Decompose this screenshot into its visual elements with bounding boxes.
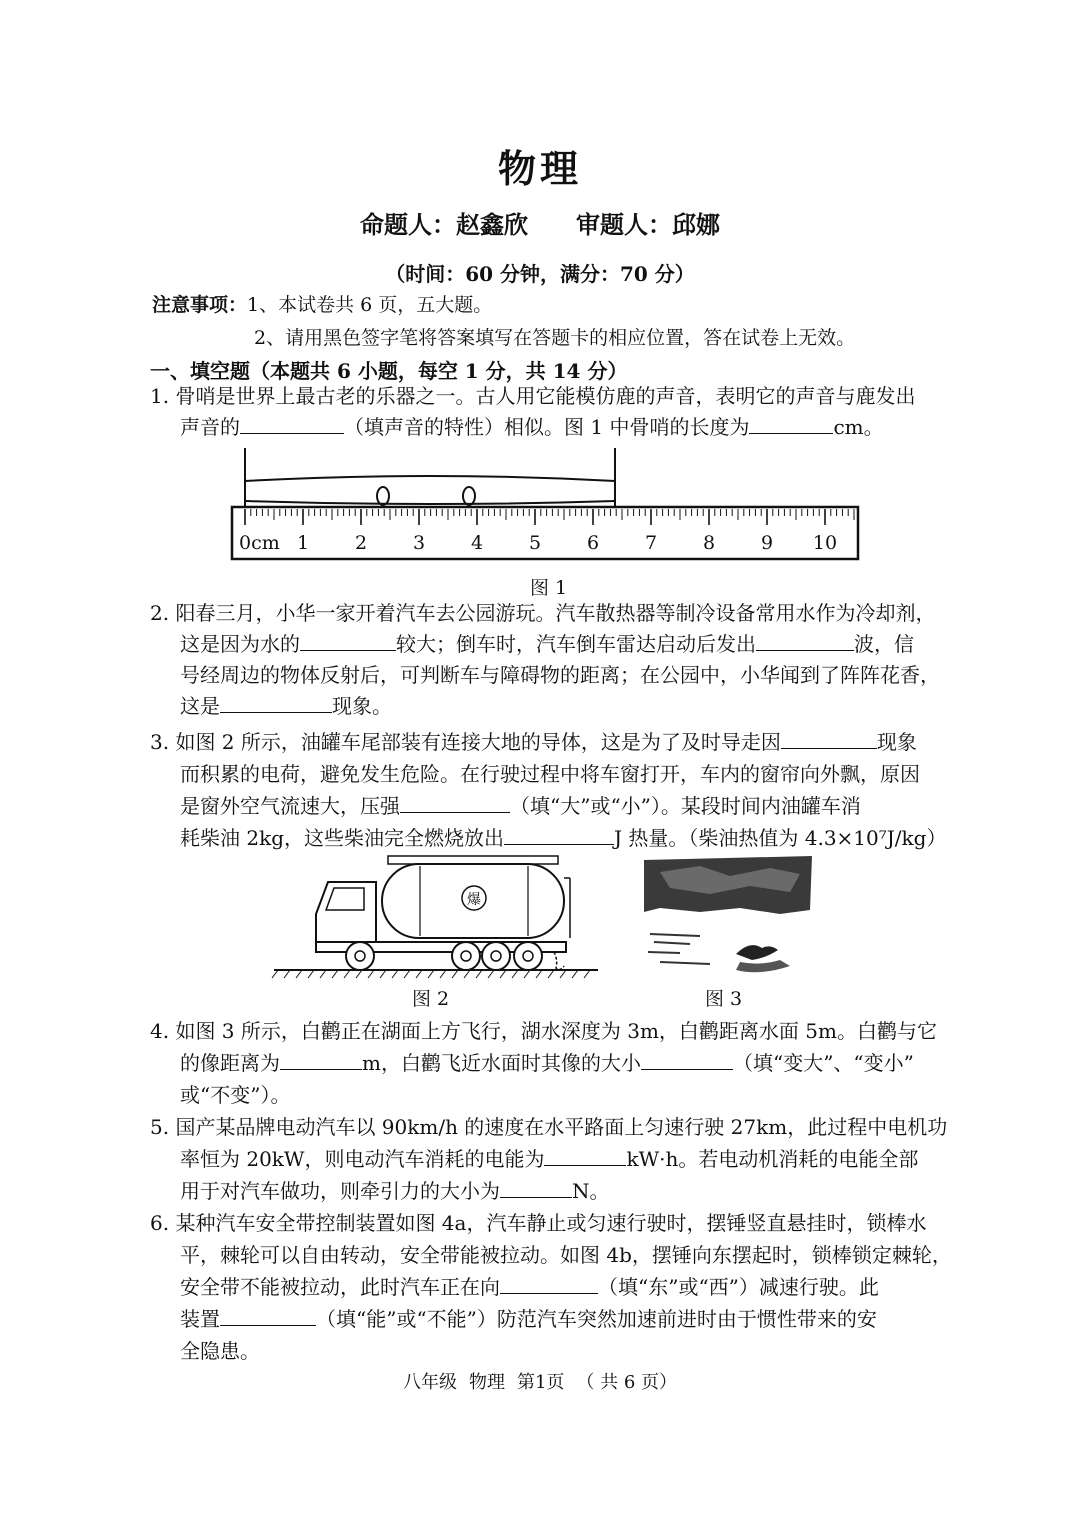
question-5-line-1: 5. 国产某品牌电动汽车以 90km/h 的速度在水平路面上匀速行驶 27km，此过程中电机功 (150, 1115, 948, 1139)
question-2-line-4: 这是 现象。 (180, 694, 392, 718)
authors-line (0, 205, 1080, 240)
answer-blank (500, 1273, 598, 1294)
ruler-label: 8 (702, 532, 716, 554)
answer-blank (240, 413, 344, 434)
ruler-label: 7 (644, 532, 658, 554)
footer-total: （ 共 6 页） (576, 1372, 678, 1393)
question-5-line-2: 率恒为 20kW，则电动汽车消耗的电能为 kW·h。若电动机消耗的电能全部 (180, 1147, 919, 1171)
reviewer-label: 审题人：邱娜 (576, 210, 720, 239)
question-2-line-3: 号经周边的物体反射后，可判断车与障碍物的距离；在公园中，小华闻到了阵阵花香， (180, 663, 940, 687)
question-6-line-5: 全隐患。 (180, 1339, 260, 1363)
answer-blank (641, 1049, 733, 1070)
question-1-line-1: 1. 骨哨是世界上最古老的乐器之一。古人用它能模仿鹿的声音，表明它的声音与鹿发出 (150, 384, 916, 408)
ruler-label: 1 (296, 532, 310, 554)
figure-3-stork-photo (640, 852, 816, 980)
figure-3-caption: 图 3 (705, 988, 743, 1010)
figure-1-caption: 图 1 (530, 577, 568, 599)
author-label: 命题人：赵鑫欣 (360, 210, 528, 239)
question-4-line-3: 或“不变”）。 (180, 1083, 291, 1107)
ruler-label: 9 (760, 532, 774, 554)
question-5-line-3: 用于对汽车做功，则牵引力的大小为 N。 (180, 1179, 610, 1203)
ruler-label: 5 (528, 532, 542, 554)
answer-blank (400, 792, 510, 813)
answer-blank (781, 728, 877, 749)
answer-blank (220, 1305, 316, 1326)
answer-blank (756, 630, 854, 651)
question-6-line-2: 平，棘轮可以自由转动，安全带能被拉动。如图 4b，摆锤向东摆起时，锁棒锁定棘轮， (180, 1243, 952, 1267)
page-footer (0, 1368, 1080, 1394)
question-3-line-3: 是窗外空气流速大，压强 （填“大”或“小”）。某段时间内油罐车消 (180, 794, 861, 818)
question-6-line-3: 安全带不能被拉动，此时汽车正在向 （填“东”或“西”）减速行驶。此 (180, 1275, 879, 1299)
time-info: （时间：60 分钟，满分：70 分） (385, 262, 695, 286)
question-1-line-2: 声音的 （填声音的特性）相似。图 1 中骨哨的长度为 cm。 (180, 415, 884, 439)
answer-blank (749, 413, 833, 434)
notes-label: 注意事项： (152, 294, 248, 316)
answer-blank (500, 1177, 572, 1198)
answer-blank (220, 692, 332, 713)
question-2-line-2: 这是因为水的 较大；倒车时，汽车倒车雷达启动后发出 波，信 (180, 632, 914, 656)
notes-item-1: 1、本试卷共 6 页，五大题。 (247, 294, 493, 316)
bone-whistle (245, 448, 615, 507)
question-6-line-1: 6. 某种汽车安全带控制装置如图 4a，汽车静止或匀速行驶时，摆锤竖直悬挂时，锁棒水 (150, 1211, 927, 1235)
footer-grade: 八年级 (402, 1372, 457, 1393)
answer-blank (280, 1049, 362, 1070)
footer-subject: 物理 (468, 1372, 505, 1393)
question-3-line-2: 而积累的电荷，避免发生危险。在行驶过程中将车窗打开，车内的窗帘向外飘，原因 (180, 762, 920, 786)
question-3-line-4: 耗柴油 2kg，这些柴油完全燃烧放出 J 热量。（柴油热值为 4.3×10⁷J/kg） (180, 826, 947, 850)
ruler-label: 6 (586, 532, 600, 554)
figure-2-tank-truck (270, 848, 602, 983)
section-heading: 一、填空题（本题共 6 小题，每空 1 分，共 14 分） (150, 359, 628, 383)
question-2-line-1: 2. 阳春三月，小华一家开着汽车去公园游玩。汽车散热器等制冷设备常用水作为冷却剂， (150, 601, 936, 625)
ruler-label: 2 (354, 532, 368, 554)
notes-item-2: 2、请用黑色签字笔将答案填写在答题卡的相应位置，答在试卷上无效。 (254, 327, 856, 349)
tank-label: 爆 (467, 892, 481, 908)
footer-page: 第1页 (516, 1372, 565, 1393)
figure-2-caption: 图 2 (412, 988, 450, 1010)
notes-line-1 (152, 290, 492, 317)
figure-1-ruler (225, 445, 865, 570)
ruler-label: 3 (412, 532, 426, 554)
question-4-line-2: 的像距离为 m，白鹳飞近水面时其像的大小 （填“变大”、“变小” (180, 1051, 914, 1075)
question-6-line-4: 装置 （填“能”或“不能”）防范汽车突然加速前进时由于惯性带来的安 (180, 1307, 877, 1331)
question-4-line-1: 4. 如图 3 所示，白鹳正在湖面上方飞行，湖水深度为 3m，白鹳距离水面 5m。白鹳与它 (150, 1019, 937, 1043)
answer-blank (504, 824, 614, 845)
answer-blank (544, 1145, 626, 1166)
question-3-line-1: 3. 如图 2 所示，油罐车尾部装有连接大地的导体，这是为了及时导走因 现象 (150, 730, 917, 754)
ruler-label: 0cm (239, 532, 280, 554)
ruler-label: 4 (470, 532, 484, 554)
page-title: 物理 (497, 146, 582, 191)
answer-blank (300, 630, 396, 651)
ruler-label: 10 (812, 532, 838, 554)
